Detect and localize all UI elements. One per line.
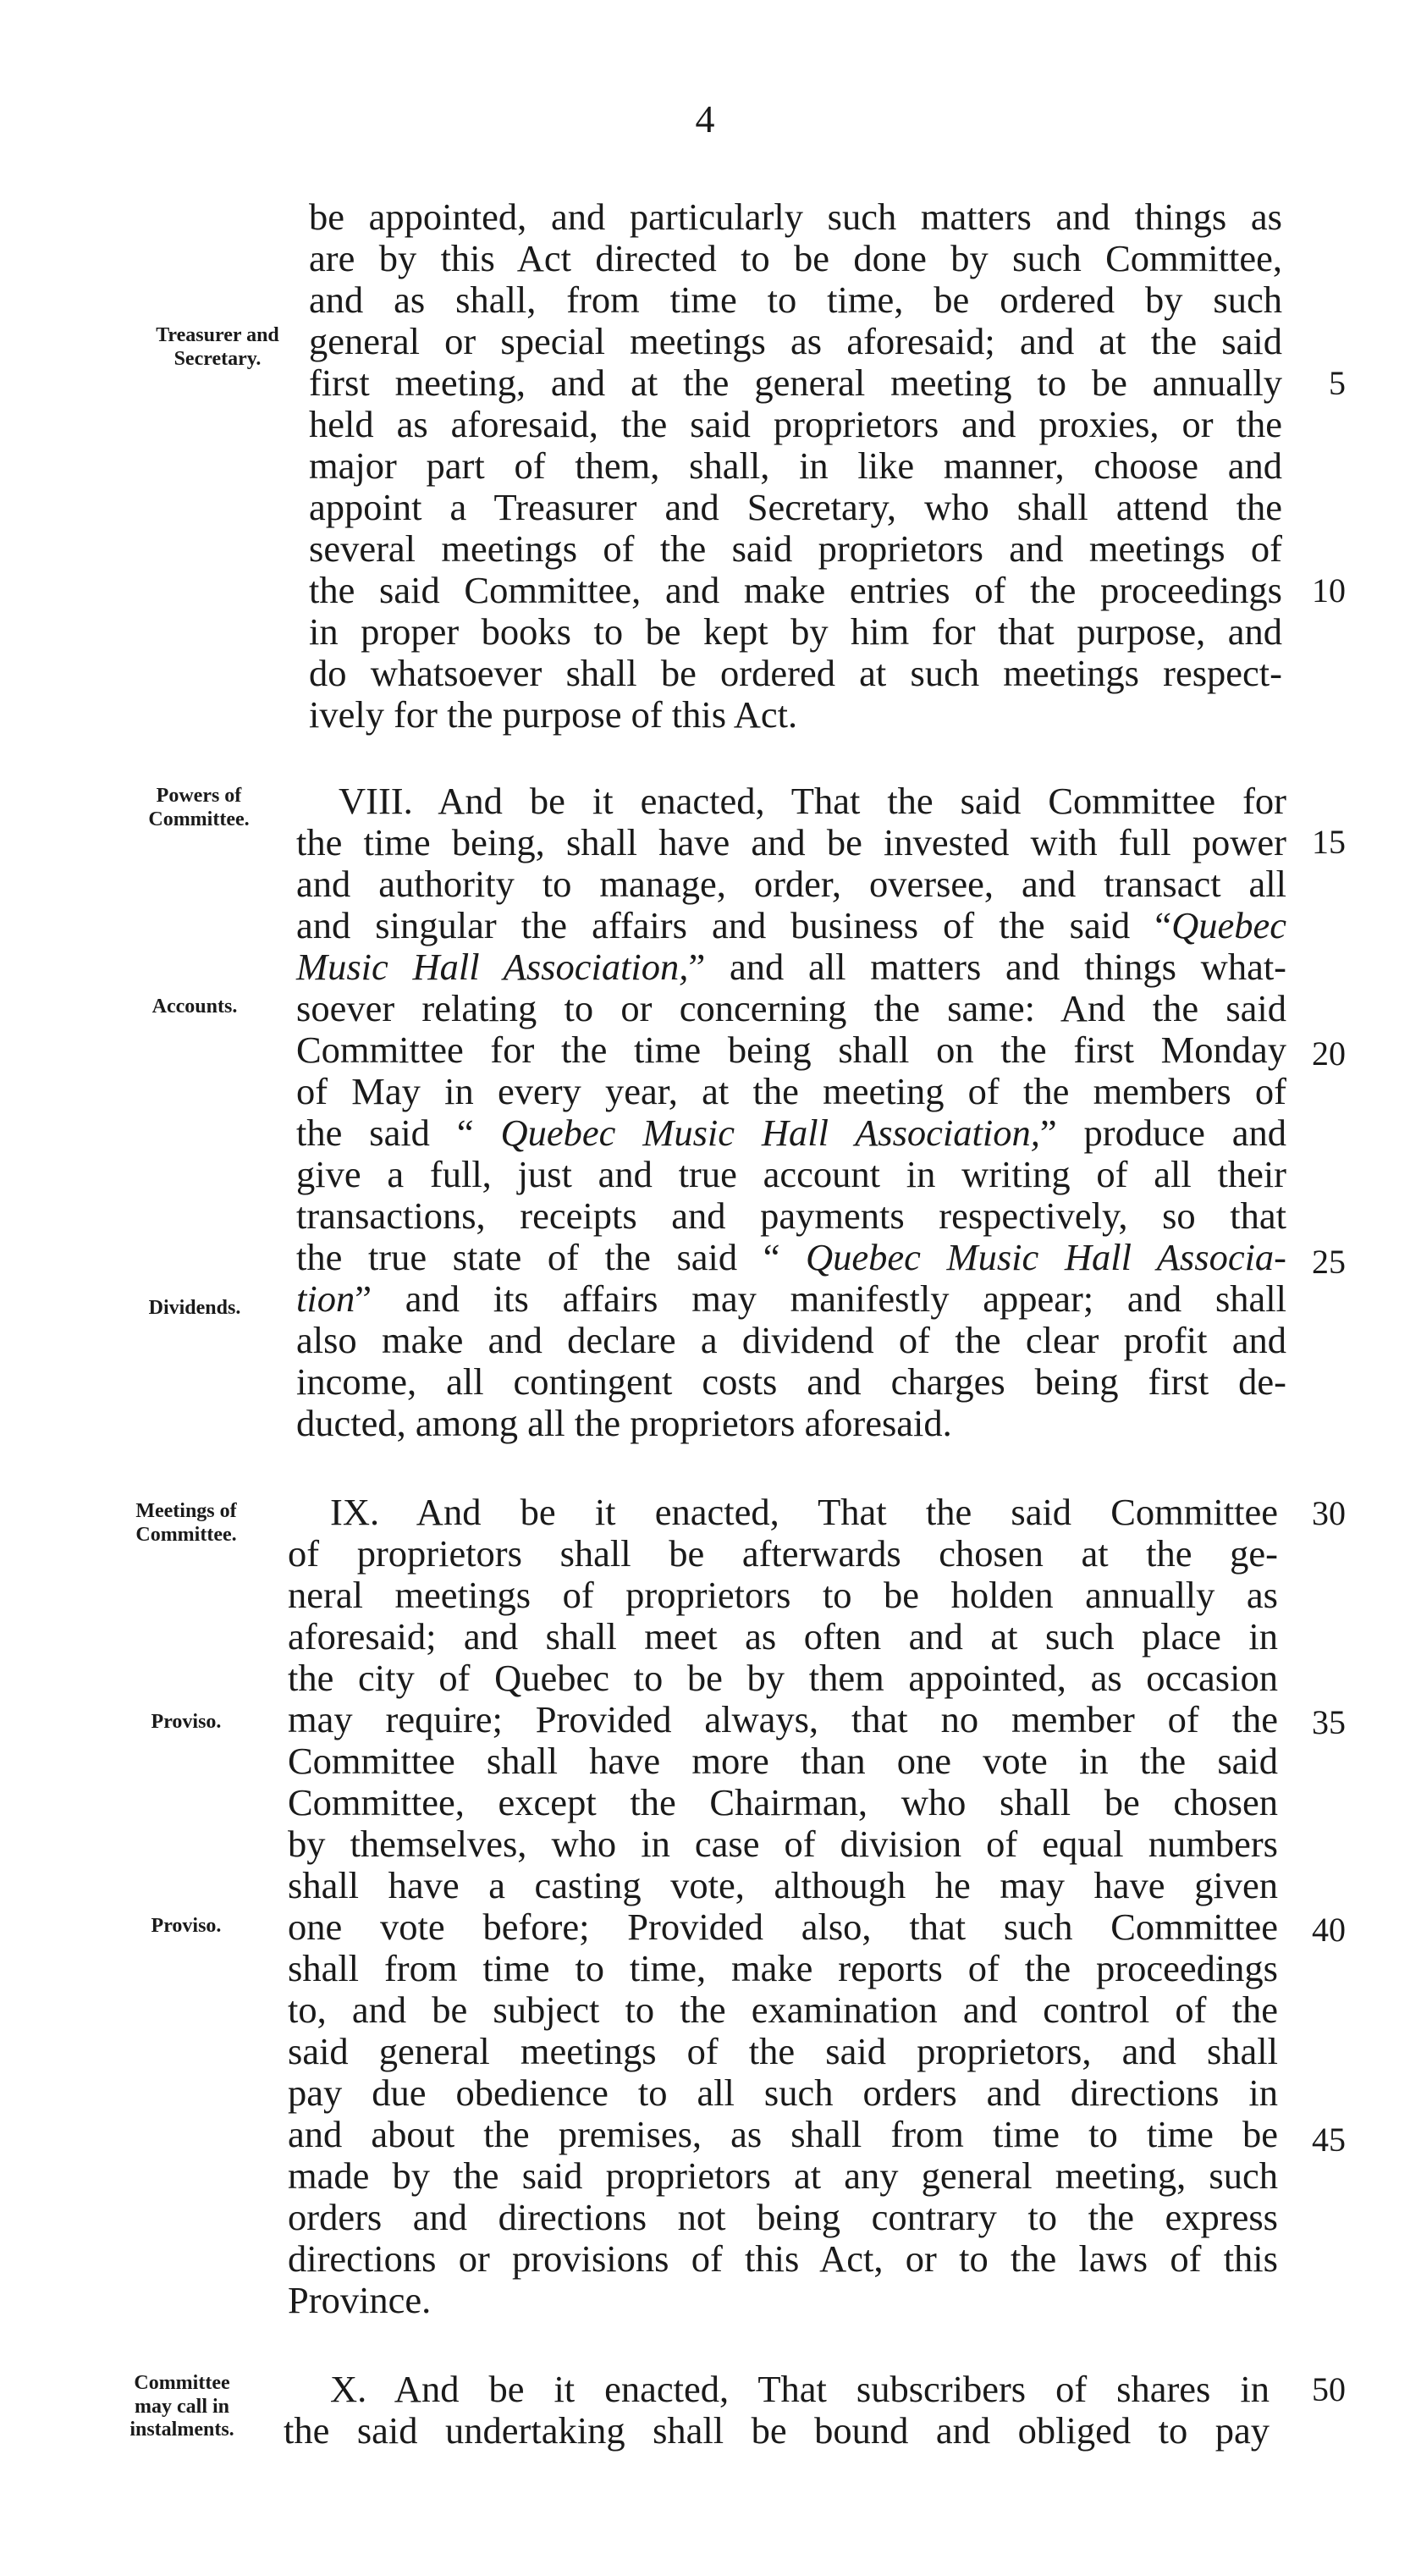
line-number: 40 — [1312, 1911, 1346, 1949]
margin-note-accounts: Accounts. — [151, 996, 238, 1018]
text-line: the time being, shall have and be invested with full power — [296, 821, 1286, 863]
text-line — [296, 1238, 1286, 1277]
text-line: Committee shall have more than one vote in the said — [288, 1740, 1278, 1782]
text-run: ” and its affairs may manifestly appear; and shall — [355, 1277, 1286, 1320]
text-line: of proprietors shall be afterwards chosen at the ge- — [288, 1532, 1278, 1575]
text-line: and about the premises, as shall from time to time be — [288, 2113, 1278, 2155]
margin-note-proviso: Proviso. — [151, 1915, 222, 1937]
line-number: 15 — [1312, 823, 1346, 861]
margin-note-line: Treasurer and — [156, 324, 279, 346]
text-line: do whatsoever shall be ordered at such meetings respect- — [309, 652, 1282, 694]
text-line: one vote before; Provided also, that such Committee — [288, 1906, 1278, 1948]
line-number: 5 — [1329, 364, 1346, 402]
text-line: neral meetings of proprietors to be holden annually as — [288, 1574, 1278, 1616]
text-line: and as shall, from time to time, be ordered by such — [309, 279, 1282, 321]
text-line: also make and declare a dividend of the clear profit and — [296, 1319, 1286, 1361]
text-line: the said Committee, and make entries of the proceedings — [309, 569, 1282, 611]
text-run-italic: Quebec — [1171, 904, 1286, 946]
text-line: shall have a casting vote, although he may have given — [288, 1864, 1278, 1906]
text-run: ” produce and — [1039, 1111, 1286, 1154]
margin-note-line: Meetings of — [135, 1500, 237, 1522]
text-run: the true state of the said “ — [296, 1236, 807, 1278]
text-line: pay due obedience to all such orders and directions in — [288, 2071, 1278, 2114]
text-run-italic: Quebec Music Hall Associa- — [806, 1236, 1286, 1278]
text-line: made by the said proprietors at any general meeting, such — [288, 2154, 1278, 2197]
line-number: 35 — [1312, 1703, 1346, 1741]
text-line: X. And be it enacted, That subscribers of shares in — [330, 2368, 1270, 2410]
text-line: the city of Quebec to be by them appointed, as occasion — [288, 1657, 1278, 1699]
text-line: Committee for the time being shall on the first Monday — [296, 1029, 1286, 1071]
text-line: income, all contingent costs and charges being first de- — [296, 1360, 1286, 1403]
margin-note-dividends: Dividends. — [148, 1297, 241, 1319]
text-line — [296, 948, 1286, 986]
text-line: VIII. And be it enacted, That the said Committee for — [339, 780, 1286, 822]
text-line — [296, 1111, 1286, 1154]
text-line: may require; Provided always, that no member of the — [288, 1698, 1278, 1740]
text-run-italic: Quebec Music Hall Association, — [500, 1111, 1040, 1154]
text-line: appoint a Treasurer and Secretary, who shall attend the — [309, 486, 1282, 528]
text-line — [296, 1277, 1286, 1320]
margin-note-meetings-of-committee — [102, 1500, 271, 1547]
line-number: 50 — [1312, 2370, 1346, 2408]
text-line: and authority to manage, order, oversee, and transact all — [296, 863, 1286, 905]
text-run-italic: Music Hall Association, — [296, 946, 689, 988]
text-line: by themselves, who in case of division of equal numbers — [288, 1823, 1278, 1865]
text-line: ducted, among all the proprietors aforesaid. — [296, 1402, 952, 1444]
text-line: the said undertaking shall be bound and obliged to pay — [284, 2409, 1270, 2452]
margin-note-line: Powers of — [156, 785, 242, 807]
text-line: Committee, except the Chairman, who shall be chosen — [288, 1781, 1278, 1823]
text-line: shall from time to time, make reports of the proceedings — [288, 1947, 1278, 1989]
text-line: IX. And be it enacted, That the said Committee — [330, 1491, 1278, 1533]
text-line — [296, 904, 1286, 946]
text-line: several meetings of the said proprietors and meetings of — [309, 527, 1282, 570]
margin-note-line: may call in — [135, 2395, 229, 2418]
text-line: orders and directions not being contrary to the express — [288, 2196, 1278, 2238]
line-number: 45 — [1312, 2121, 1346, 2159]
text-line: transactions, receipts and payments respectively, so that — [296, 1194, 1286, 1237]
margin-note-line: Secretary. — [173, 347, 262, 370]
line-number: 20 — [1312, 1034, 1346, 1073]
text-line: ively for the purpose of this Act. — [309, 693, 798, 736]
text-line: aforesaid; and shall meet as often and at such place in — [288, 1615, 1278, 1658]
text-line: in proper books to be kept by him for that purpose, and — [309, 610, 1282, 653]
text-line: Province. — [288, 2279, 432, 2321]
text-line: be appointed, and particularly such matters and things as — [309, 196, 1282, 238]
text-line: first meeting, and at the general meeting to be annually — [309, 361, 1282, 404]
text-line: directions or provisions of this Act, or to the laws of this — [288, 2237, 1278, 2280]
text-line: soever relating to or concerning the same: And the said — [296, 987, 1286, 1029]
margin-note-powers-of-committee — [114, 785, 284, 831]
text-line: general or special meetings as aforesaid; and at the said — [309, 320, 1282, 362]
page-number: 4 — [695, 97, 715, 141]
margin-note-treasurer-secretary — [112, 324, 323, 371]
line-number: 30 — [1312, 1494, 1346, 1532]
text-line: are by this Act directed to be done by such Committee, — [309, 237, 1282, 279]
text-run: ” and all matters and things what- — [688, 946, 1286, 988]
text-run: and singular the affairs and business of the said “ — [296, 904, 1172, 946]
text-run: the said “ — [296, 1111, 501, 1154]
text-line: said general meetings of the said proprietors, and shall — [288, 2030, 1278, 2072]
line-number: 25 — [1312, 1243, 1346, 1281]
margin-note-line: Committee. — [148, 808, 250, 830]
margin-note-line: Committee. — [135, 1523, 237, 1546]
margin-note-line: instalments. — [129, 2419, 234, 2441]
line-number: 10 — [1312, 571, 1346, 610]
text-run-italic: tion — [296, 1277, 355, 1320]
margin-note-proviso: Proviso. — [151, 1711, 222, 1733]
text-line: to, and be subject to the examination and control of the — [288, 1989, 1278, 2031]
text-line: major part of them, shall, in like manner, choose and — [309, 444, 1282, 487]
text-line: held as aforesaid, the said proprietors and proxies, or the — [309, 403, 1282, 445]
margin-note-committee-may-call-instalments — [97, 2372, 267, 2442]
text-line: of May in every year, at the meeting of the members of — [296, 1070, 1286, 1112]
margin-note-line: Committee — [134, 2372, 230, 2394]
text-line: give a full, just and true account in writing of all their — [296, 1153, 1286, 1195]
